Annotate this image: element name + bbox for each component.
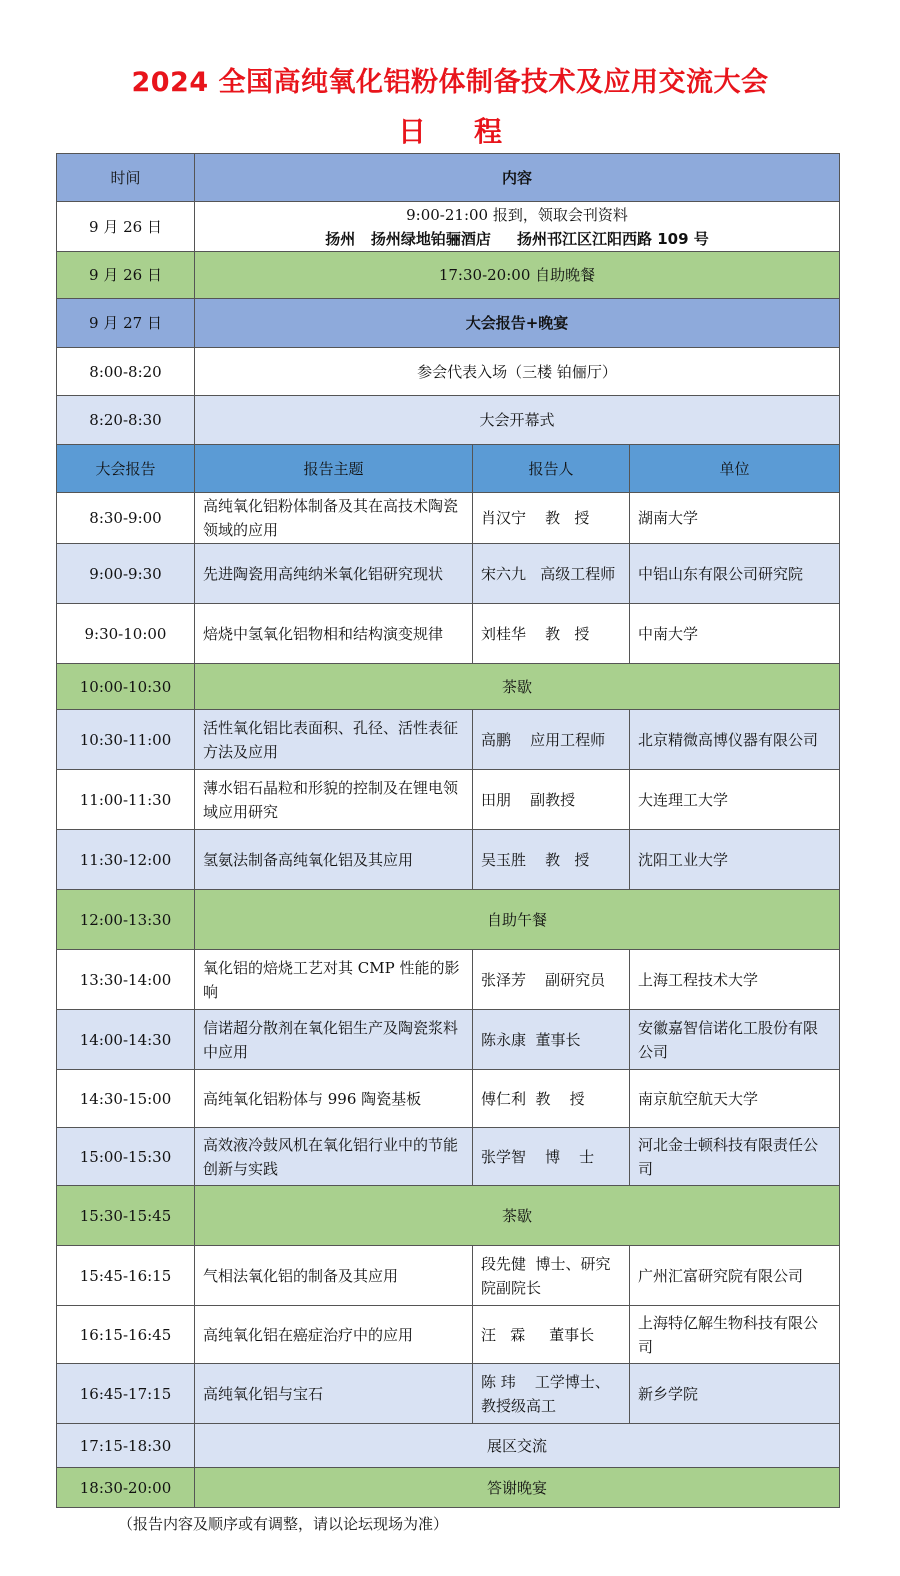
- report-unit: 沈阳工业大学: [630, 830, 840, 890]
- footnote: （报告内容及顺序或有调整，请以论坛现场为准）: [118, 1515, 449, 1533]
- report-speaker: 张泽芳 副研究员: [473, 950, 630, 1010]
- report-speaker: 肖汉宁 教 授: [473, 493, 630, 544]
- table-header-row: [57, 154, 840, 202]
- table-row: [57, 604, 840, 664]
- report-time: 11:00-11:30: [57, 770, 195, 830]
- entry-row: [57, 348, 840, 396]
- gala-text: 答谢晚宴: [195, 1468, 840, 1508]
- day2-date: 9 月 27 日: [57, 299, 195, 348]
- registration-row: [57, 202, 840, 252]
- header-time: 时间: [57, 154, 195, 202]
- report-time: 15:45-16:15: [57, 1246, 195, 1306]
- break-text: 茶歇: [195, 1186, 840, 1246]
- report-unit: 河北金士顿科技有限责任公司: [630, 1128, 840, 1186]
- exhibition-text: 展区交流: [195, 1424, 840, 1468]
- gala-time: 18:30-20:00: [57, 1468, 195, 1508]
- dinner-row: [57, 252, 840, 299]
- report-topic: 焙烧中氢氧化铝物相和结构演变规律: [195, 604, 473, 664]
- report-unit: 北京精微高博仪器有限公司: [630, 710, 840, 770]
- report-topic: 高纯氧化铝粉体制备及其在高技术陶瓷领域的应用: [195, 493, 473, 544]
- report-speaker: 高鹏 应用工程师: [473, 710, 630, 770]
- table-row: [57, 1010, 840, 1070]
- report-time: 10:30-11:00: [57, 710, 195, 770]
- entry-text: 参会代表入场（三楼 铂俪厅）: [195, 348, 840, 396]
- schedule-table: [56, 153, 840, 1508]
- report-time: 11:30-12:00: [57, 830, 195, 890]
- report-unit: 新乡学院: [630, 1364, 840, 1424]
- report-topic: 高纯氧化铝在癌症治疗中的应用: [195, 1306, 473, 1364]
- table-row: [57, 1070, 840, 1128]
- report-speaker: 吴玉胜 教 授: [473, 830, 630, 890]
- report-header-unit: 单位: [630, 445, 840, 493]
- break-text: 自助午餐: [195, 890, 840, 950]
- report-speaker: 张学智 博 士: [473, 1128, 630, 1186]
- report-header-time: 大会报告: [57, 445, 195, 493]
- gala-row: [57, 1468, 840, 1508]
- exhibition-row: [57, 1424, 840, 1468]
- break-time: 10:00-10:30: [57, 664, 195, 710]
- table-row: [57, 493, 840, 544]
- registration-line1: 9:00-21:00 报到，领取会刊资料: [406, 205, 628, 224]
- break-row: [57, 890, 840, 950]
- report-unit: 上海特亿解生物科技有限公司: [630, 1306, 840, 1364]
- report-time: 9:30-10:00: [57, 604, 195, 664]
- report-time: 8:30-9:00: [57, 493, 195, 544]
- report-speaker: 田朋 副教授: [473, 770, 630, 830]
- report-unit: 湖南大学: [630, 493, 840, 544]
- report-speaker: 陈 玮 工学博士、教授级高工: [473, 1364, 630, 1424]
- report-topic: 信诺超分散剂在氧化铝生产及陶瓷浆料中应用: [195, 1010, 473, 1070]
- report-unit: 中南大学: [630, 604, 840, 664]
- report-header-row: [57, 445, 840, 493]
- report-speaker: 段先健 博士、研究院副院长: [473, 1246, 630, 1306]
- report-time: 14:00-14:30: [57, 1010, 195, 1070]
- registration-date: 9 月 26 日: [57, 202, 195, 252]
- report-time: 16:45-17:15: [57, 1364, 195, 1424]
- report-time: 15:00-15:30: [57, 1128, 195, 1186]
- dinner-text: 17:30-20:00 自助晚餐: [195, 252, 840, 299]
- report-unit: 安徽嘉智信诺化工股份有限公司: [630, 1010, 840, 1070]
- table-row: [57, 1128, 840, 1186]
- report-time: 13:30-14:00: [57, 950, 195, 1010]
- table-row: [57, 1246, 840, 1306]
- opening-text: 大会开幕式: [195, 396, 840, 445]
- dinner-date: 9 月 26 日: [57, 252, 195, 299]
- report-unit: 中铝山东有限公司研究院: [630, 544, 840, 604]
- day2-text: 大会报告+晚宴: [195, 299, 840, 348]
- report-topic: 先进陶瓷用高纯纳米氧化铝研究现状: [195, 544, 473, 604]
- report-unit: 上海工程技术大学: [630, 950, 840, 1010]
- table-row: [57, 830, 840, 890]
- page-subtitle: 日程: [397, 115, 550, 148]
- table-row: [57, 1306, 840, 1364]
- report-topic: 高效液冷鼓风机在氧化铝行业中的节能创新与实践: [195, 1128, 473, 1186]
- report-speaker: 陈永康 董事长: [473, 1010, 630, 1070]
- report-topic: 氧化铝的焙烧工艺对其 CMP 性能的影响: [195, 950, 473, 1010]
- break-row: [57, 664, 840, 710]
- report-topic: 高纯氧化铝粉体与 996 陶瓷基板: [195, 1070, 473, 1128]
- report-unit: 大连理工大学: [630, 770, 840, 830]
- table-row: [57, 950, 840, 1010]
- page-title: 2024 全国高纯氧化铝粉体制备技术及应用交流大会: [131, 67, 769, 98]
- report-speaker: 傅仁利 教 授: [473, 1070, 630, 1128]
- break-row: [57, 1186, 840, 1246]
- report-unit: 南京航空航天大学: [630, 1070, 840, 1128]
- report-topic: 活性氧化铝比表面积、孔径、活性表征方法及应用: [195, 710, 473, 770]
- report-speaker: 宋六九 高级工程师: [473, 544, 630, 604]
- report-time: 14:30-15:00: [57, 1070, 195, 1128]
- table-row: [57, 544, 840, 604]
- report-header-speaker: 报告人: [473, 445, 630, 493]
- exhibition-time: 17:15-18:30: [57, 1424, 195, 1468]
- registration-line2: 扬州 扬州绿地铂骊酒店 扬州邗江区江阳西路 109 号: [325, 229, 709, 248]
- table-row: [57, 770, 840, 830]
- report-time: 16:15-16:45: [57, 1306, 195, 1364]
- report-topic: 气相法氧化铝的制备及其应用: [195, 1246, 473, 1306]
- report-header-topic: 报告主题: [195, 445, 473, 493]
- report-topic: 高纯氧化铝与宝石: [195, 1364, 473, 1424]
- break-text: 茶歇: [195, 664, 840, 710]
- opening-row: [57, 396, 840, 445]
- day2-row: [57, 299, 840, 348]
- break-time: 15:30-15:45: [57, 1186, 195, 1246]
- report-speaker: 汪 霖 董事长: [473, 1306, 630, 1364]
- entry-time: 8:00-8:20: [57, 348, 195, 396]
- report-topic: 薄水铝石晶粒和形貌的控制及在锂电领域应用研究: [195, 770, 473, 830]
- report-unit: 广州汇富研究院有限公司: [630, 1246, 840, 1306]
- report-time: 9:00-9:30: [57, 544, 195, 604]
- table-row: [57, 710, 840, 770]
- table-row: [57, 1364, 840, 1424]
- report-speaker: 刘桂华 教 授: [473, 604, 630, 664]
- opening-time: 8:20-8:30: [57, 396, 195, 445]
- report-topic: 氢氨法制备高纯氧化铝及其应用: [195, 830, 473, 890]
- break-time: 12:00-13:30: [57, 890, 195, 950]
- header-content: 内容: [195, 154, 840, 202]
